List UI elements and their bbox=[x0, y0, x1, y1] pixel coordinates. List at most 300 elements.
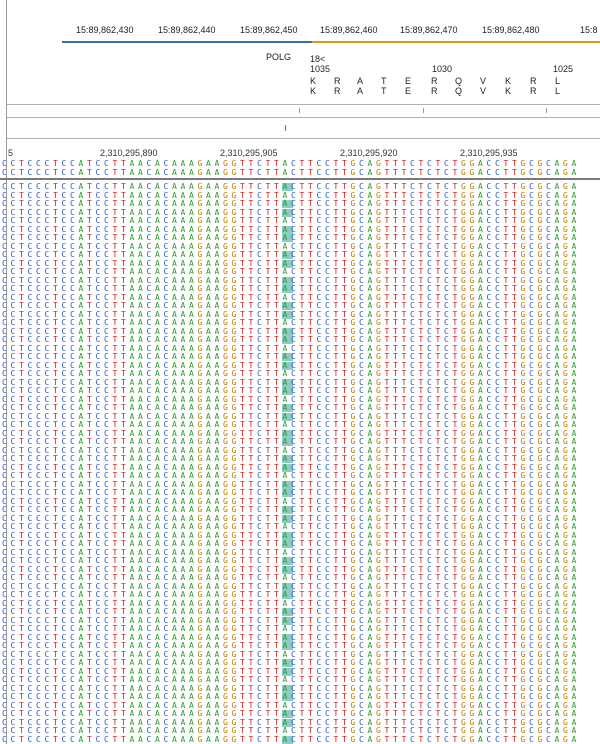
base: T bbox=[503, 641, 509, 650]
base: A bbox=[180, 692, 186, 701]
base: C bbox=[291, 539, 296, 548]
base: C bbox=[444, 590, 449, 599]
base: C bbox=[486, 632, 492, 642]
base: C bbox=[410, 496, 415, 506]
base: T bbox=[435, 709, 441, 718]
base: A bbox=[214, 159, 220, 168]
base: G bbox=[537, 437, 543, 446]
read-row[interactable] bbox=[0, 523, 600, 531]
base: C bbox=[359, 301, 364, 310]
base: C bbox=[163, 539, 169, 548]
base: G bbox=[197, 513, 203, 523]
base: C bbox=[410, 734, 415, 744]
base: C bbox=[10, 734, 16, 744]
base: G bbox=[563, 530, 568, 540]
base: G bbox=[350, 726, 356, 735]
base: A bbox=[189, 411, 194, 421]
base: C bbox=[70, 513, 75, 523]
base: T bbox=[19, 318, 24, 327]
base: C bbox=[10, 224, 16, 234]
base: A bbox=[214, 360, 220, 370]
base: A bbox=[180, 411, 186, 421]
read-row[interactable] bbox=[0, 574, 600, 582]
base: G bbox=[231, 726, 237, 735]
base: A bbox=[155, 649, 160, 659]
base: T bbox=[19, 734, 24, 744]
base: A bbox=[189, 292, 194, 302]
base: A bbox=[478, 428, 483, 438]
base: T bbox=[19, 522, 24, 531]
base: A bbox=[282, 522, 288, 531]
base: C bbox=[257, 513, 262, 523]
base: T bbox=[503, 607, 509, 616]
read-row[interactable] bbox=[0, 455, 600, 463]
base: T bbox=[512, 556, 517, 565]
base: C bbox=[529, 420, 534, 429]
base: G bbox=[537, 403, 543, 412]
read-row[interactable] bbox=[0, 302, 600, 310]
base: G bbox=[231, 326, 237, 336]
base: T bbox=[265, 199, 271, 208]
base: A bbox=[214, 539, 220, 548]
read-row[interactable] bbox=[0, 736, 600, 744]
base: C bbox=[95, 641, 101, 650]
base: C bbox=[546, 505, 551, 514]
base: G bbox=[223, 488, 228, 497]
base: T bbox=[435, 284, 441, 293]
base: A bbox=[282, 326, 288, 336]
read-row[interactable] bbox=[0, 472, 600, 480]
base: C bbox=[359, 709, 364, 718]
base: T bbox=[265, 318, 271, 327]
base: C bbox=[36, 284, 41, 293]
base: T bbox=[121, 369, 126, 378]
base: A bbox=[129, 598, 135, 608]
base: C bbox=[546, 275, 551, 285]
base: C bbox=[61, 275, 67, 285]
read-row[interactable] bbox=[0, 591, 600, 599]
base: C bbox=[427, 352, 432, 361]
base: T bbox=[274, 632, 279, 642]
base: C bbox=[70, 275, 75, 285]
base: G bbox=[469, 573, 475, 582]
base: G bbox=[223, 675, 228, 684]
base: C bbox=[291, 607, 296, 616]
base: G bbox=[461, 343, 466, 353]
base: A bbox=[129, 530, 135, 540]
base: C bbox=[61, 301, 67, 310]
base: A bbox=[206, 590, 211, 599]
base: G bbox=[520, 666, 526, 676]
base: C bbox=[444, 199, 449, 208]
base: T bbox=[384, 182, 390, 191]
base: A bbox=[478, 598, 483, 608]
base: T bbox=[274, 258, 279, 268]
base: T bbox=[299, 301, 305, 310]
base: A bbox=[206, 159, 211, 168]
base: T bbox=[384, 301, 390, 310]
base: A bbox=[206, 343, 211, 353]
base: T bbox=[87, 284, 92, 293]
base: G bbox=[197, 454, 203, 463]
base: C bbox=[325, 394, 330, 404]
base: A bbox=[478, 437, 483, 446]
base: T bbox=[308, 420, 313, 429]
base: T bbox=[393, 267, 398, 276]
base: T bbox=[53, 207, 58, 217]
base: G bbox=[469, 683, 475, 693]
base: T bbox=[19, 420, 24, 429]
base: T bbox=[274, 462, 279, 472]
base: A bbox=[78, 717, 84, 727]
base: G bbox=[563, 182, 568, 191]
base: T bbox=[240, 437, 245, 446]
base: T bbox=[53, 496, 58, 506]
base: C bbox=[10, 658, 16, 667]
base: A bbox=[478, 292, 483, 302]
base: T bbox=[112, 360, 118, 370]
read-row[interactable] bbox=[0, 404, 600, 412]
base: T bbox=[452, 326, 458, 336]
base: A bbox=[554, 420, 560, 429]
base: T bbox=[308, 335, 313, 344]
read-row[interactable] bbox=[0, 693, 600, 701]
read-row[interactable] bbox=[0, 438, 600, 446]
read-row[interactable] bbox=[0, 183, 600, 191]
base: T bbox=[121, 386, 126, 395]
base: T bbox=[342, 598, 347, 608]
base: T bbox=[87, 488, 92, 497]
base: G bbox=[223, 726, 228, 735]
base: T bbox=[503, 411, 509, 421]
base: C bbox=[359, 496, 364, 506]
base: C bbox=[359, 522, 364, 531]
base: A bbox=[214, 445, 220, 455]
base: A bbox=[282, 581, 288, 591]
base: G bbox=[469, 292, 475, 302]
base: C bbox=[546, 190, 551, 200]
base: A bbox=[155, 445, 160, 455]
base: T bbox=[121, 411, 126, 421]
read-row[interactable] bbox=[0, 608, 600, 616]
base: A bbox=[554, 241, 560, 251]
base: C bbox=[410, 258, 415, 268]
base: T bbox=[393, 726, 398, 735]
base: C bbox=[257, 522, 262, 531]
base: T bbox=[112, 267, 118, 276]
base: T bbox=[503, 666, 509, 676]
base: C bbox=[359, 343, 364, 353]
base: T bbox=[121, 581, 126, 591]
base: C bbox=[36, 352, 41, 361]
base: T bbox=[53, 437, 58, 446]
base: C bbox=[104, 488, 109, 497]
base: A bbox=[206, 471, 211, 480]
genome-ruler[interactable] bbox=[0, 0, 600, 44]
base: T bbox=[121, 556, 126, 565]
read-row[interactable] bbox=[0, 319, 600, 327]
base: A bbox=[155, 343, 160, 353]
base: T bbox=[53, 658, 58, 667]
base: T bbox=[384, 632, 390, 642]
base: T bbox=[452, 241, 458, 251]
base: A bbox=[206, 292, 211, 302]
base: C bbox=[163, 607, 169, 616]
base: T bbox=[401, 224, 407, 234]
read-row[interactable] bbox=[0, 336, 600, 344]
base: T bbox=[452, 428, 458, 438]
base: T bbox=[418, 649, 424, 659]
read-row[interactable] bbox=[0, 268, 600, 276]
base: C bbox=[10, 207, 16, 217]
base: A bbox=[206, 581, 211, 591]
base: C bbox=[486, 666, 492, 676]
base: C bbox=[61, 513, 67, 523]
base: G bbox=[197, 522, 203, 531]
read-row[interactable] bbox=[0, 676, 600, 684]
base: A bbox=[78, 241, 84, 251]
base: A bbox=[129, 207, 135, 217]
base: T bbox=[53, 411, 58, 421]
base: G bbox=[350, 352, 356, 361]
base: C bbox=[495, 607, 500, 616]
base: T bbox=[452, 284, 458, 293]
base: G bbox=[197, 411, 203, 421]
base: A bbox=[180, 216, 186, 225]
base: T bbox=[418, 182, 424, 191]
base: C bbox=[486, 224, 492, 234]
base: T bbox=[248, 258, 254, 268]
base: G bbox=[197, 168, 203, 177]
base: C bbox=[325, 159, 330, 168]
base: G bbox=[350, 292, 356, 302]
base: C bbox=[44, 539, 50, 548]
base: C bbox=[95, 496, 101, 506]
read-row[interactable] bbox=[0, 642, 600, 650]
base: T bbox=[112, 343, 118, 353]
read-row[interactable] bbox=[0, 370, 600, 378]
base: T bbox=[401, 632, 407, 642]
base: T bbox=[121, 692, 126, 701]
base: G bbox=[231, 598, 237, 608]
base: G bbox=[223, 692, 228, 701]
base: C bbox=[257, 360, 262, 370]
base: G bbox=[350, 182, 356, 191]
base: A bbox=[78, 530, 84, 540]
base: T bbox=[512, 547, 517, 557]
base: T bbox=[87, 564, 92, 574]
read-row[interactable] bbox=[0, 234, 600, 242]
base: T bbox=[503, 275, 509, 285]
base: C bbox=[36, 692, 41, 701]
read-row[interactable] bbox=[0, 387, 600, 395]
base: T bbox=[308, 168, 313, 177]
base: C bbox=[486, 318, 492, 327]
base: T bbox=[435, 233, 441, 242]
base: A bbox=[129, 411, 135, 421]
base: T bbox=[342, 250, 347, 259]
base: C bbox=[529, 462, 534, 472]
base: T bbox=[248, 428, 254, 438]
read-row[interactable] bbox=[0, 285, 600, 293]
base: C bbox=[36, 394, 41, 404]
base: C bbox=[104, 658, 109, 667]
base: G bbox=[350, 624, 356, 633]
base: G bbox=[231, 641, 237, 650]
base: T bbox=[512, 675, 517, 684]
base: C bbox=[163, 547, 169, 557]
coord-label: 2,310,295,890 bbox=[100, 148, 158, 158]
base: C bbox=[70, 530, 75, 540]
read-row[interactable] bbox=[0, 421, 600, 429]
base: G bbox=[461, 573, 466, 582]
base: A bbox=[571, 734, 577, 744]
base: G bbox=[461, 318, 466, 327]
read-row[interactable] bbox=[0, 506, 600, 514]
base: T bbox=[19, 717, 24, 727]
base: C bbox=[444, 159, 449, 168]
base: A bbox=[206, 496, 211, 506]
base: G bbox=[461, 292, 466, 302]
base: C bbox=[10, 275, 16, 285]
base: C bbox=[36, 428, 41, 438]
base: A bbox=[172, 607, 177, 616]
base: T bbox=[333, 666, 339, 676]
base: T bbox=[384, 496, 390, 506]
ruler-tick: 15:89,862,470 bbox=[400, 25, 458, 35]
base: T bbox=[19, 241, 24, 251]
base: C bbox=[36, 547, 41, 557]
base: T bbox=[393, 216, 398, 225]
base: G bbox=[376, 556, 381, 565]
base: C bbox=[529, 343, 534, 353]
base: T bbox=[265, 641, 271, 650]
base: A bbox=[155, 658, 160, 667]
amino-acid: L bbox=[555, 76, 561, 86]
base: C bbox=[546, 233, 551, 242]
base: C bbox=[27, 734, 33, 744]
gene-annotation-track[interactable] bbox=[0, 46, 600, 106]
base: C bbox=[95, 233, 101, 242]
base: T bbox=[265, 726, 271, 735]
base: A bbox=[478, 496, 483, 506]
base: C bbox=[359, 352, 364, 361]
base: A bbox=[189, 369, 194, 378]
base: C bbox=[61, 386, 67, 395]
read-row[interactable] bbox=[0, 625, 600, 633]
base: T bbox=[53, 216, 58, 225]
base: T bbox=[384, 709, 390, 718]
base: T bbox=[452, 539, 458, 548]
base: C bbox=[70, 377, 75, 387]
base: G bbox=[563, 641, 568, 650]
base: G bbox=[376, 513, 381, 523]
base: C bbox=[325, 683, 330, 693]
base: T bbox=[248, 658, 254, 667]
base: A bbox=[155, 168, 160, 177]
base: C bbox=[410, 726, 415, 735]
base: T bbox=[401, 717, 407, 727]
read-alignments[interactable] bbox=[0, 183, 600, 743]
base: C bbox=[27, 505, 33, 514]
base: A bbox=[78, 675, 84, 684]
base: C bbox=[427, 658, 432, 667]
base: T bbox=[418, 598, 424, 608]
base: C bbox=[61, 598, 67, 608]
base: T bbox=[121, 496, 126, 506]
base: T bbox=[342, 301, 347, 310]
base: G bbox=[520, 556, 526, 565]
base: T bbox=[333, 159, 339, 168]
base: A bbox=[282, 692, 288, 701]
base: G bbox=[231, 352, 237, 361]
base: T bbox=[452, 454, 458, 463]
base: G bbox=[563, 250, 568, 259]
base: G bbox=[563, 437, 568, 446]
base: T bbox=[308, 199, 313, 208]
base: T bbox=[308, 522, 313, 531]
read-row[interactable] bbox=[0, 557, 600, 565]
base: A bbox=[571, 369, 577, 378]
base: G bbox=[469, 386, 475, 395]
base: C bbox=[495, 159, 500, 168]
base: C bbox=[104, 159, 109, 168]
base: C bbox=[36, 445, 41, 455]
base: C bbox=[146, 700, 152, 710]
base: T bbox=[384, 360, 390, 370]
base: A bbox=[189, 666, 194, 676]
read-row[interactable] bbox=[0, 217, 600, 225]
read-row[interactable] bbox=[0, 251, 600, 259]
read-row[interactable] bbox=[0, 540, 600, 548]
base: T bbox=[308, 590, 313, 599]
base: T bbox=[121, 190, 126, 200]
read-row[interactable] bbox=[0, 489, 600, 497]
base: C bbox=[291, 726, 296, 735]
base: T bbox=[452, 352, 458, 361]
base: A bbox=[478, 190, 483, 200]
base: C bbox=[495, 624, 500, 633]
base: C bbox=[104, 666, 109, 676]
base: C bbox=[257, 556, 262, 565]
base: C bbox=[27, 309, 33, 319]
read-row[interactable] bbox=[0, 659, 600, 667]
base: A bbox=[172, 335, 177, 344]
base: C bbox=[325, 411, 330, 421]
read-row[interactable] bbox=[0, 353, 600, 361]
base: C bbox=[257, 199, 262, 208]
base: A bbox=[189, 403, 194, 412]
base: C bbox=[529, 556, 534, 565]
base: C bbox=[61, 734, 67, 744]
base: T bbox=[384, 598, 390, 608]
read-row[interactable] bbox=[0, 727, 600, 735]
base: T bbox=[503, 335, 509, 344]
base: C bbox=[257, 309, 262, 319]
read-row[interactable] bbox=[0, 710, 600, 718]
base: T bbox=[333, 726, 339, 735]
base: T bbox=[308, 649, 313, 659]
base: T bbox=[121, 377, 126, 387]
base: T bbox=[503, 241, 509, 251]
base: C bbox=[27, 513, 33, 523]
read-row[interactable] bbox=[0, 200, 600, 208]
base: C bbox=[36, 241, 41, 251]
base: A bbox=[367, 284, 373, 293]
base: C bbox=[427, 615, 432, 625]
base: G bbox=[350, 216, 356, 225]
base: T bbox=[299, 488, 305, 497]
